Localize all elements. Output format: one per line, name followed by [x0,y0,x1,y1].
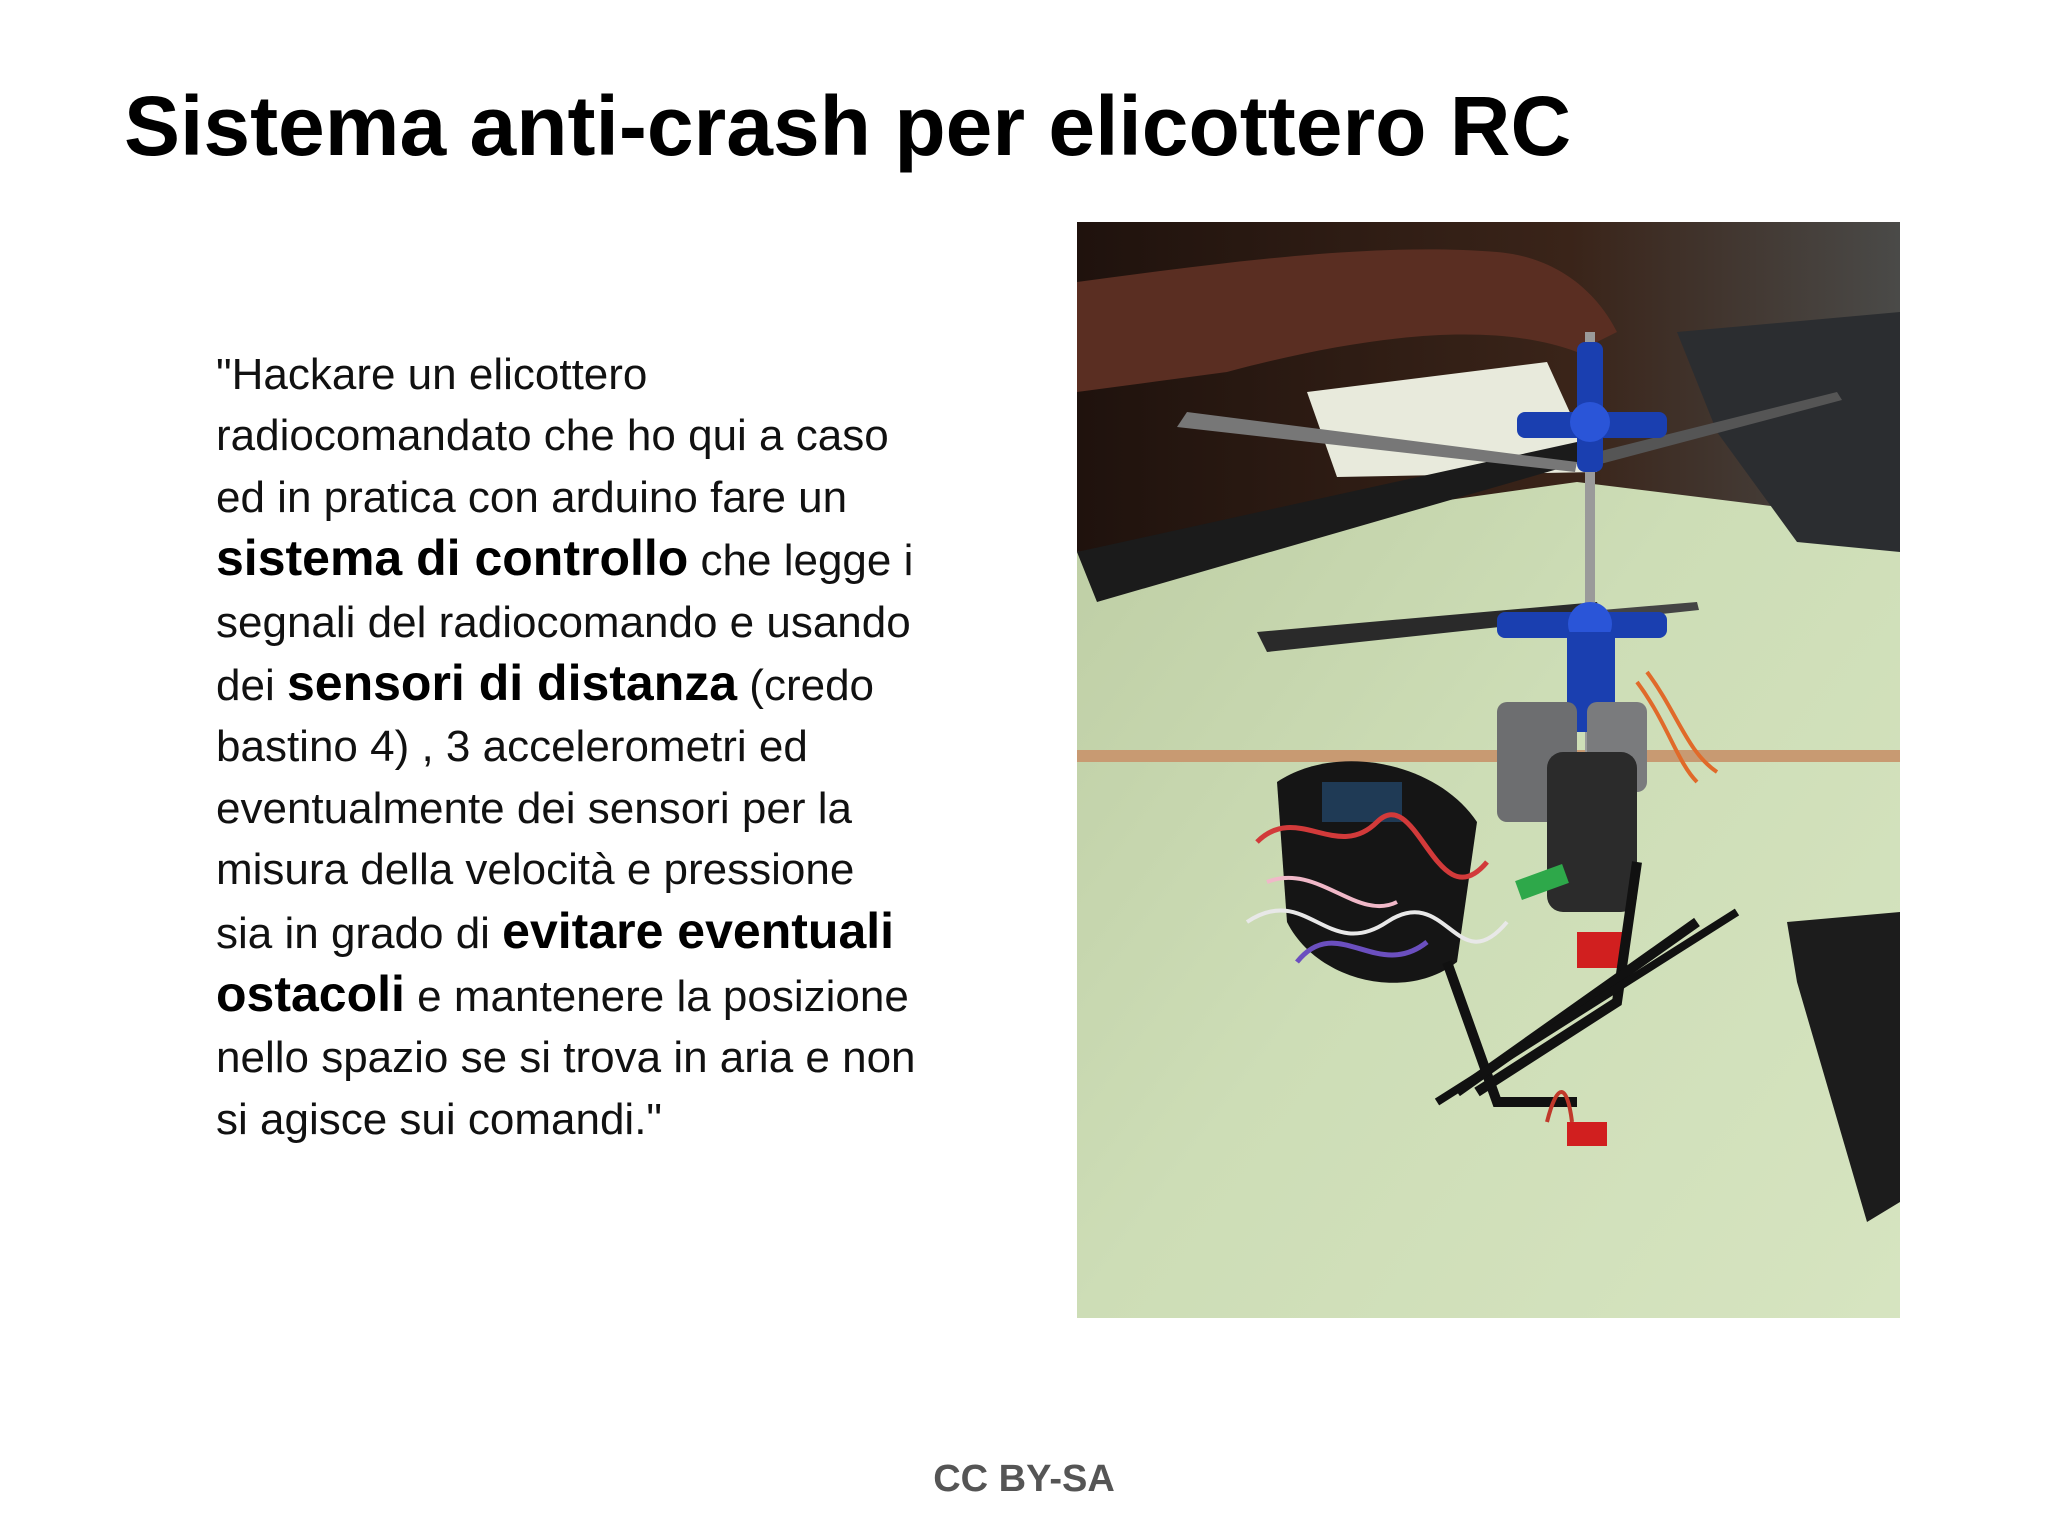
quote-segment: (credo [737,661,875,711]
quote-line [216,839,1076,900]
quote-segment: "Hackare un elicottero [216,350,648,399]
quote-segment: misura della velocità e pressione [216,845,855,895]
quote-line [216,653,1076,716]
quote-line [216,528,1076,591]
quote-segment: nello spazio se si trova in aria e non [216,1033,916,1083]
quote-line [216,467,1076,528]
quote-segment: si agisce sui comandi." [216,1094,663,1144]
slide-title: Sistema anti-crash per elicottero RC [124,79,1572,173]
quote-line [216,964,1076,1027]
quote-line [216,344,1076,405]
quote-segment: bastino 4) , 3 accelerometri ed [216,722,808,772]
quote-segment: segnali del radiocomando e usando [216,597,911,647]
license-footer: CC BY-SA [933,1458,1115,1500]
quote-emphasis: evitare eventuali [502,902,895,959]
quote-segment: sia in grado di [216,908,503,958]
quote-line [216,405,1076,466]
quote-emphasis: sistema di controllo [216,530,689,587]
quote-emphasis: sensori di distanza [286,655,738,712]
quote-segment: eventualmente dei sensori per la [216,783,852,833]
quote-segment: che legge i [688,536,914,586]
quote-line [216,716,1076,777]
quote-line [216,1089,1076,1150]
quote-line [216,901,1076,964]
quote-segment: ed in pratica con arduino fare un [216,472,848,522]
quote-text [216,344,1076,1150]
quote-emphasis: ostacoli [216,966,405,1023]
quote-line [216,592,1076,653]
quote-line [216,778,1076,839]
helicopter-photo [1077,222,1900,1318]
quote-segment: e mantenere la posizione [404,972,909,1022]
quote-segment: radiocomandato che ho qui a caso [216,411,889,461]
quote-line [216,1027,1076,1088]
quote-segment: dei [216,661,287,711]
